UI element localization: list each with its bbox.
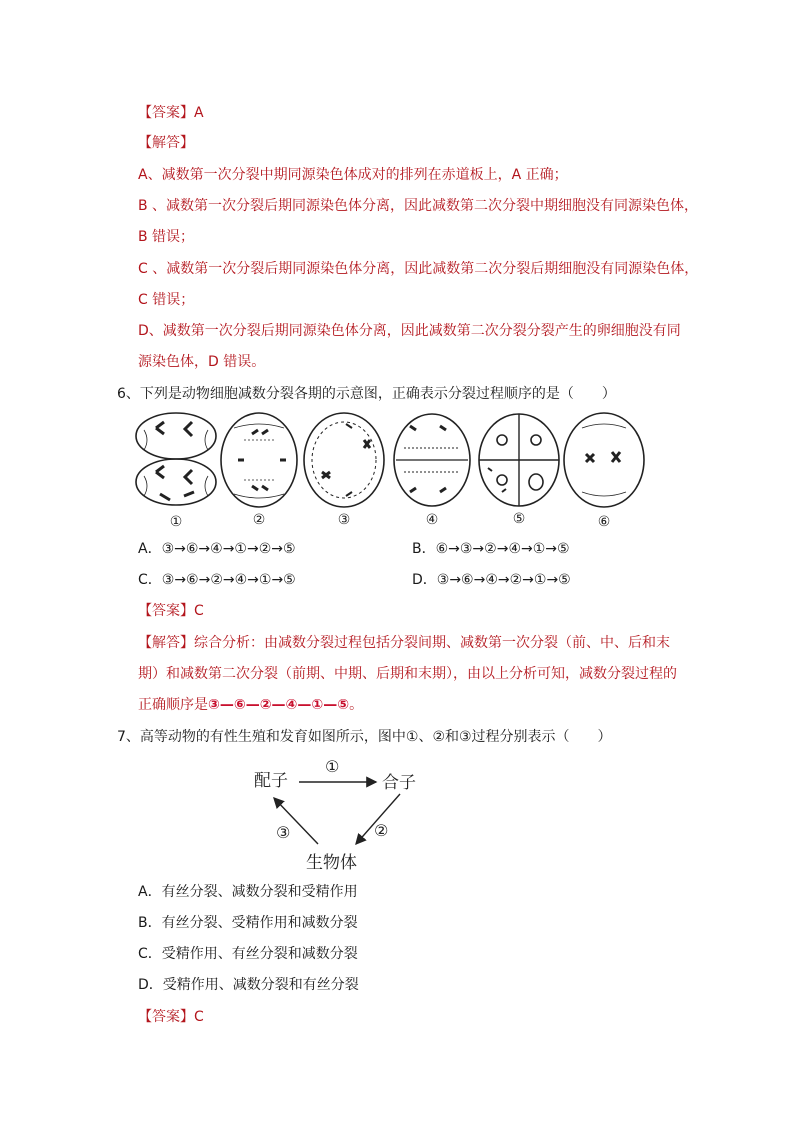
q7-answer-label: 【答案】 — [138, 1009, 194, 1025]
q5-analysis-line: A、减数第一次分裂中期同源染色体成对的排列在赤道板上，A 正确； — [138, 167, 568, 183]
cell-label: ① — [169, 514, 183, 530]
q7-answer-value: C — [194, 1009, 204, 1025]
cell-label: ③ — [337, 512, 351, 528]
q6-analysis-line: 期）和减数第二次分裂（前期、中期、后期和末期），由以上分析可知，减数分裂过程的 — [138, 666, 677, 682]
q6-option-a[interactable]: A．③→⑥→④→①→②→⑤ — [138, 541, 296, 557]
q7-option-c[interactable]: C．受精作用、有丝分裂和减数分裂 — [138, 946, 358, 962]
q6-answer-value: C — [194, 603, 204, 619]
cell-5-figure — [479, 414, 559, 506]
q5-answer-value: A — [194, 105, 204, 121]
cell-1-figure — [136, 413, 216, 505]
q6-analysis-text: 综合分析：由减数分裂过程包括分裂间期、减数第一次分裂（前、中、后和末 — [194, 635, 670, 651]
q6-cell-diagrams — [134, 410, 654, 532]
node-organism: 生物体 — [306, 853, 357, 873]
q5-answer-label: 【答案】 — [138, 105, 194, 121]
q6-analysis-last-line — [138, 695, 363, 715]
q5-analysis-line: 源染色体，D 错误。 — [138, 354, 266, 370]
arrow-label-1: ① — [325, 757, 340, 776]
arrow-label-3: ③ — [276, 823, 291, 842]
q6-analysis-label: 【解答】 — [138, 635, 194, 651]
cell-label: ⑤ — [512, 511, 526, 527]
q5-analysis-line: D、减数第一次分裂后期同源染色体分离，因此减数第二次分裂分裂产生的卵细胞没有同 — [138, 323, 681, 339]
q6-correct-sequence: ③—⑥—②—④—①—⑤ — [208, 697, 350, 713]
q6-answer — [138, 601, 204, 621]
q6-answer-label: 【答案】 — [138, 603, 194, 619]
q6-option-d[interactable]: D．③→⑥→④→②→①→⑤ — [412, 572, 571, 588]
q7-option-d[interactable]: D．受精作用、减数分裂和有丝分裂 — [138, 977, 359, 993]
cell-label: ④ — [425, 512, 439, 528]
q7-stem: 7、高等动物的有性生殖和发育如图所示，图中①、②和③过程分别表示（ ） — [117, 729, 612, 745]
node-gamete: 配子 — [254, 771, 288, 791]
q7-option-b[interactable]: B．有丝分裂、受精作用和减数分裂 — [138, 915, 358, 931]
cell-6-figure — [564, 413, 644, 507]
q6-analysis-suffix: 。 — [349, 697, 364, 713]
q6-analysis-prefix: 正确顺序是 — [138, 697, 208, 713]
cell-4-figure — [394, 414, 470, 506]
cell-label: ⑥ — [597, 514, 611, 530]
q6-option-b[interactable]: B．⑥→③→②→④→①→⑤ — [412, 541, 570, 557]
cell-label: ② — [252, 512, 266, 528]
q7-answer — [138, 1007, 204, 1027]
q7-option-a[interactable]: A．有丝分裂、减数分裂和受精作用 — [138, 884, 358, 900]
q5-analysis-line: C 错误； — [138, 292, 195, 308]
q5-answer — [138, 103, 204, 123]
q6-analysis-line — [138, 633, 670, 653]
q5-analysis-label: 【解答】 — [138, 135, 194, 151]
cell-2-figure — [221, 413, 297, 507]
q7-lifecycle-diagram — [244, 752, 434, 877]
node-zygote: 合子 — [382, 773, 416, 793]
q6-stem: 6、下列是动物细胞减数分裂各期的示意图，正确表示分裂过程顺序的是（ ） — [117, 386, 616, 402]
q5-analysis-line: B 错误； — [138, 229, 195, 245]
q5-analysis-line: B 、减数第一次分裂后期同源染色体分离，因此减数第二次分裂中期细胞没有同源染色体， — [138, 198, 699, 214]
q5-analysis-line: C 、减数第一次分裂后期同源染色体分离，因此减数第二次分裂后期细胞没有同源染色体， — [138, 261, 699, 277]
q6-option-c[interactable]: C．③→⑥→②→④→①→⑤ — [138, 572, 296, 588]
arrow-label-2: ② — [374, 821, 389, 840]
cell-3-figure — [304, 413, 384, 507]
